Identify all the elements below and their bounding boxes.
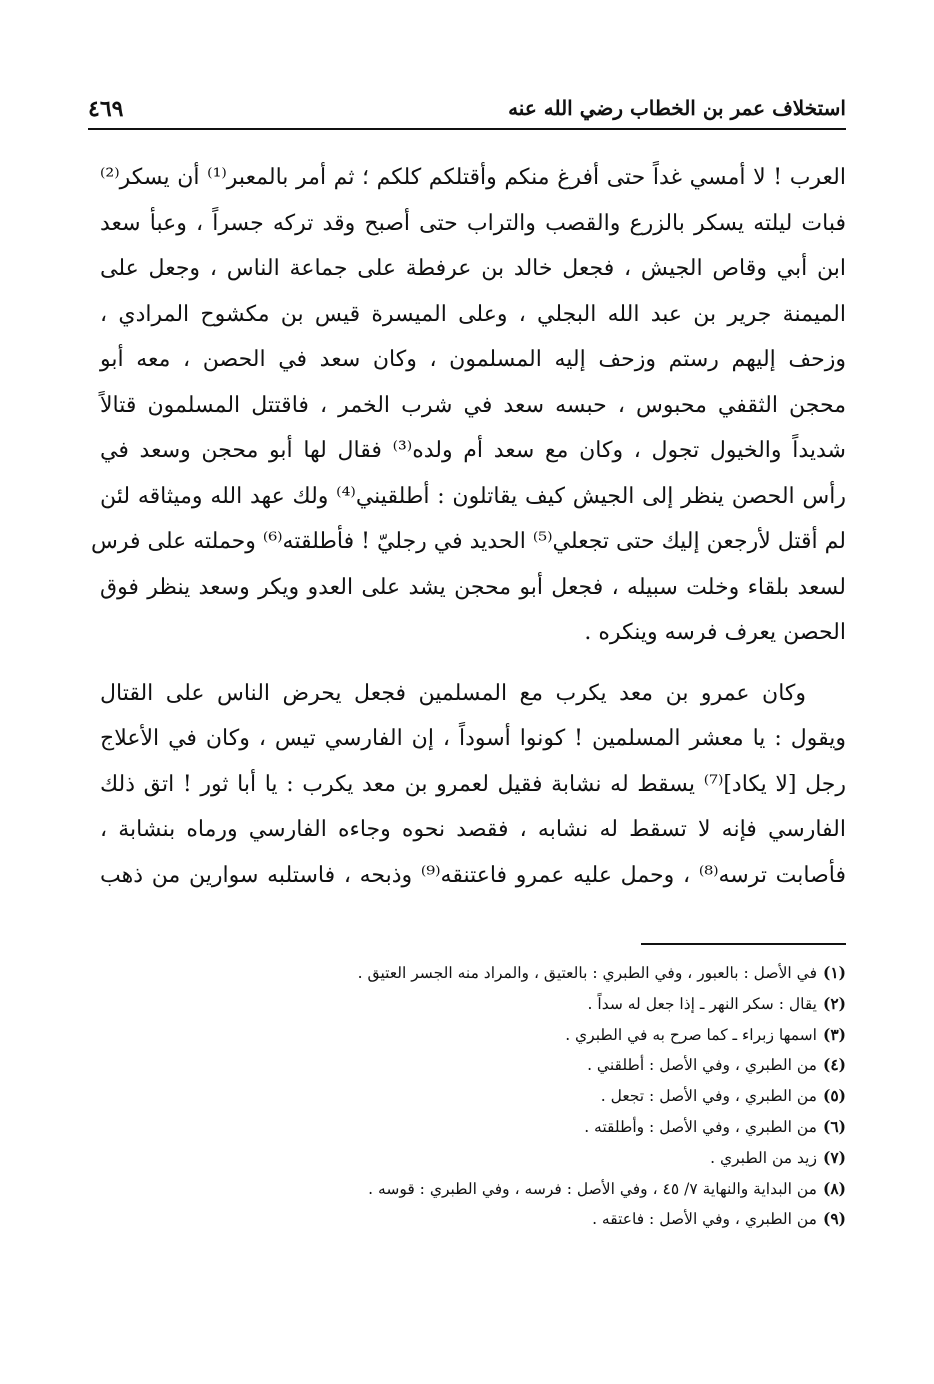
paragraph-spacer — [100, 656, 846, 671]
text-line: محجن الثقفي محبوس ، حبسه سعد في شرب الخمر ، فاقتتل المسلمون قتالاً — [100, 392, 846, 418]
footnote-text: من الطبري ، وفي الأصل : فاعتقه . — [592, 1210, 817, 1229]
text-line: شديداً والخيول تجول ، وكان مع سعد أم ولده⁽³⁾ فقال لها أبو محجن وسعد في — [100, 438, 846, 463]
text-line: لم أقتل لأرجعن إليك حتى تجعلي⁽⁵⁾ الحديد في رجليّ ! فأطلقته⁽⁶⁾ وحملته على فرس — [91, 529, 846, 554]
text-line: وكان عمرو بن معد يكرب مع المسلمين فجعل يحرض الناس على القتال — [100, 680, 806, 706]
main-text — [91, 155, 847, 898]
text-line: لسعد بلقاء وخلت سبيله ، فجعل أبو محجن يشد على العدو ويكر وسعد ينظر فوق — [100, 574, 846, 600]
footnote-number: (٢) — [822, 993, 846, 1013]
running-title: استخلاف عمر بن الخطاب رضي الله عنه — [508, 96, 846, 120]
text-line: ابن أبي وقاص الجيش ، فجعل خالد بن عرفطة على جماعة الناس ، وجعل على — [100, 256, 846, 281]
footnote-number: (٤) — [822, 1055, 846, 1075]
footnote-number: (٥) — [822, 1086, 846, 1106]
footnote-text: زيد من الطبري . — [710, 1148, 817, 1167]
paragraph-2 — [100, 671, 846, 899]
footnote-text: من الطبري ، وفي الأصل : تجعل . — [600, 1087, 817, 1106]
footnote-item — [88, 1143, 846, 1174]
text-line: رجل [لا يكاد]⁽⁷⁾ يسقط له نشابة فقيل لعمرو بن معد يكرب : يا أبا ثور ! اتق ذلك — [100, 771, 846, 797]
text-line: الفارسي فإنه لا تسقط له نشابه ، فقصد نحوه وجاءه الفارسي ورماه بنشابة ، — [100, 817, 846, 842]
footnote-text: من البداية والنهاية ٧/ ٤٥ ، وفي الأصل : فرسه ، وفي الطبري : قوسه . — [368, 1179, 817, 1198]
footnote-item — [88, 1204, 846, 1235]
text-line: العرب ! لا أمسي غداً حتى أفرغ منكم وأقتلكم كلكم ؛ ثم أمر بالمعبر⁽¹⁾ أن يسكر⁽²⁾ — [100, 165, 846, 190]
text-line: فأصابت ترسه⁽⁸⁾ ، وحمل عليه عمرو فاعتنقه⁽⁹⁾ وذبحه ، فاستلبه سوارين من ذهب — [100, 862, 847, 888]
footnote-number: (٨) — [822, 1178, 846, 1198]
text-line: الميمنة جرير بن عبد الله البجلي ، وعلى الميسرة قيس بن مكشوح المرادي ، — [100, 301, 846, 327]
page-number: ٤٦٩ — [88, 96, 124, 122]
footnote-number: (٣) — [822, 1024, 846, 1044]
footnote-text: في الأصل : بالعبور ، وفي الطبري : بالعتيق ، والمراد منه الجسر العتيق . — [357, 964, 817, 982]
footnote-item — [88, 958, 846, 989]
footnote-text: يقال : سكر النهر ـ إذا جعل له سداً . — [587, 994, 817, 1013]
footnote-item — [88, 1081, 846, 1112]
footnote-number: (١) — [822, 963, 846, 982]
footnote-number: (٧) — [822, 1147, 846, 1167]
paragraph-1 — [91, 155, 846, 656]
footnote-number: (٩) — [822, 1209, 846, 1229]
text-line: رأس الحصن ينظر إلى الجيش كيف يقاتلون : أطلقيني⁽⁴⁾ ولك عهد الله وميثاقه لئن — [100, 483, 846, 509]
footnote-item — [88, 989, 846, 1020]
page-header — [88, 92, 846, 130]
footnote-item — [88, 1174, 846, 1205]
footnote-number: (٦) — [822, 1116, 846, 1136]
text-line: ويقول : يا معشر المسلمين ! كونوا أسوداً ، إن الفارسي تيس ، وكان في الأعلاج — [100, 726, 846, 751]
footnote-text: اسمها زبراء ـ كما صرح به في الطبري . — [565, 1025, 817, 1044]
footnotes-list — [88, 958, 846, 1235]
text-line: فبات ليلته يسكر بالزرع والقصب والتراب حتى أصبح وقد تركه جسراً ، وعبأ سعد — [100, 210, 846, 236]
text-line: وزحف إليهم رستم وزحف إليه المسلمون ، وكان سعد في الحصن ، معه أبو — [100, 347, 846, 372]
footnote-text: من الطبري ، وفي الأصل : أطلقني . — [587, 1056, 817, 1075]
footnote-divider — [641, 943, 846, 945]
footnote-item — [88, 1112, 846, 1143]
text-line: الحصن يعرف فرسه وينكره . — [584, 620, 846, 645]
footnote-text: من الطبري ، وفي الأصل : وأطلقته . — [584, 1117, 817, 1136]
footnote-item — [88, 1020, 846, 1051]
footnote-item — [88, 1050, 846, 1081]
